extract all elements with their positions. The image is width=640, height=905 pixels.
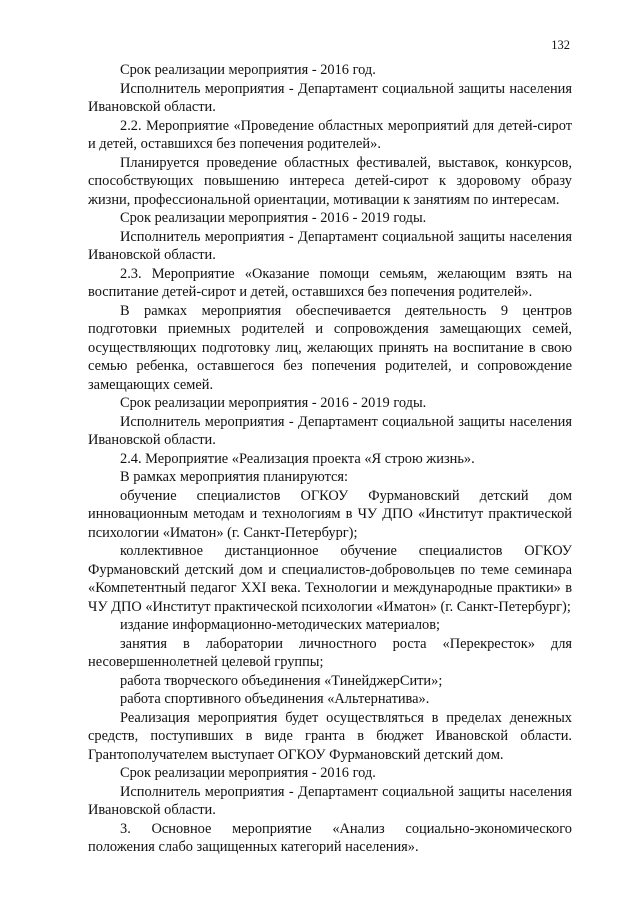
paragraph: В рамках мероприятия обеспечивается деятельность 9 центров подготовки приемных родителей и сопровождения замещающих семей, осуществляющих подготовку лиц, желающих принять на воспитание в свою семью ребенка, оставшегося без попечения родителей, и сопровождение замещающих семей. [88, 302, 572, 393]
body-text [88, 61, 572, 857]
page-number: 132 [551, 38, 570, 52]
paragraph: Планируется проведение областных фестивалей, выставок, конкурсов, способствующих повышению интереса детей-сирот к здоровому образу жизни, профессиональной ориентации, мотивации к занятиям по интересам. [88, 154, 572, 208]
paragraph: 2.3. Мероприятие «Оказание помощи семьям, желающим взять на воспитание детей-сирот и детей, оставшихся без попечения родителей». [88, 265, 572, 300]
paragraph: Срок реализации мероприятия - 2016 - 2019 годы. [120, 395, 427, 411]
paragraph: Срок реализации мероприятия - 2016 год. [120, 62, 376, 78]
paragraph: Исполнитель мероприятия - Департамент социальной защиты населения Ивановской области. [88, 413, 572, 448]
paragraph: занятия в лаборатории личностного роста «Перекресток» для несовершеннолетней целевой группы; [88, 635, 572, 670]
paragraph: В рамках мероприятия планируются: [120, 469, 349, 485]
paragraph: Исполнитель мероприятия - Департамент социальной защиты населения Ивановской области. [88, 228, 572, 263]
paragraph: обучение специалистов ОГКОУ Фурмановский детский дом инновационным методам и технологиям в ЧУ ДПО «Институт практической психологии «Иматон» (г. Санкт-Петербург); [88, 487, 572, 541]
paragraph: 2.2. Мероприятие «Проведение областных мероприятий для детей-сирот и детей, оставшихся без попечения родителей». [88, 117, 572, 152]
paragraph: коллективное дистанционное обучение специалистов ОГКОУ Фурмановский детский дом и специалистов-добровольцев по теме семинара «Компетентный педагог XXI века. Технологии и международные практики» в ЧУ ДПО «Институт практической психологии «Иматон» (г. Санкт-Петербург); [88, 543, 572, 615]
paragraph: издание информационно-методических материалов; [120, 617, 441, 633]
paragraph: Исполнитель мероприятия - Департамент социальной защиты населения Ивановской области. [88, 783, 572, 818]
paragraph: Срок реализации мероприятия - 2016 год. [120, 765, 376, 781]
paragraph: Исполнитель мероприятия - Департамент социальной защиты населения Ивановской области. [88, 80, 572, 115]
paragraph: работа творческого объединения «ТинейджерСити»; [120, 672, 443, 689]
paragraph: 3. Основное мероприятие «Анализ социально-экономического положения слабо защищенных категорий населения». [88, 820, 572, 855]
paragraph: Срок реализации мероприятия - 2016 - 2019 годы. [120, 210, 427, 226]
paragraph: работа спортивного объединения «Альтернатива». [120, 691, 430, 707]
paragraph: Реализация мероприятия будет осуществляться в пределах денежных средств, поступивших в виде гранта в бюджет Ивановской области. Грантополучателем выступает ОГКОУ Фурмановский детский дом. [88, 709, 572, 763]
paragraph: 2.4. Мероприятие «Реализация проекта «Я строю жизнь». [120, 450, 475, 467]
